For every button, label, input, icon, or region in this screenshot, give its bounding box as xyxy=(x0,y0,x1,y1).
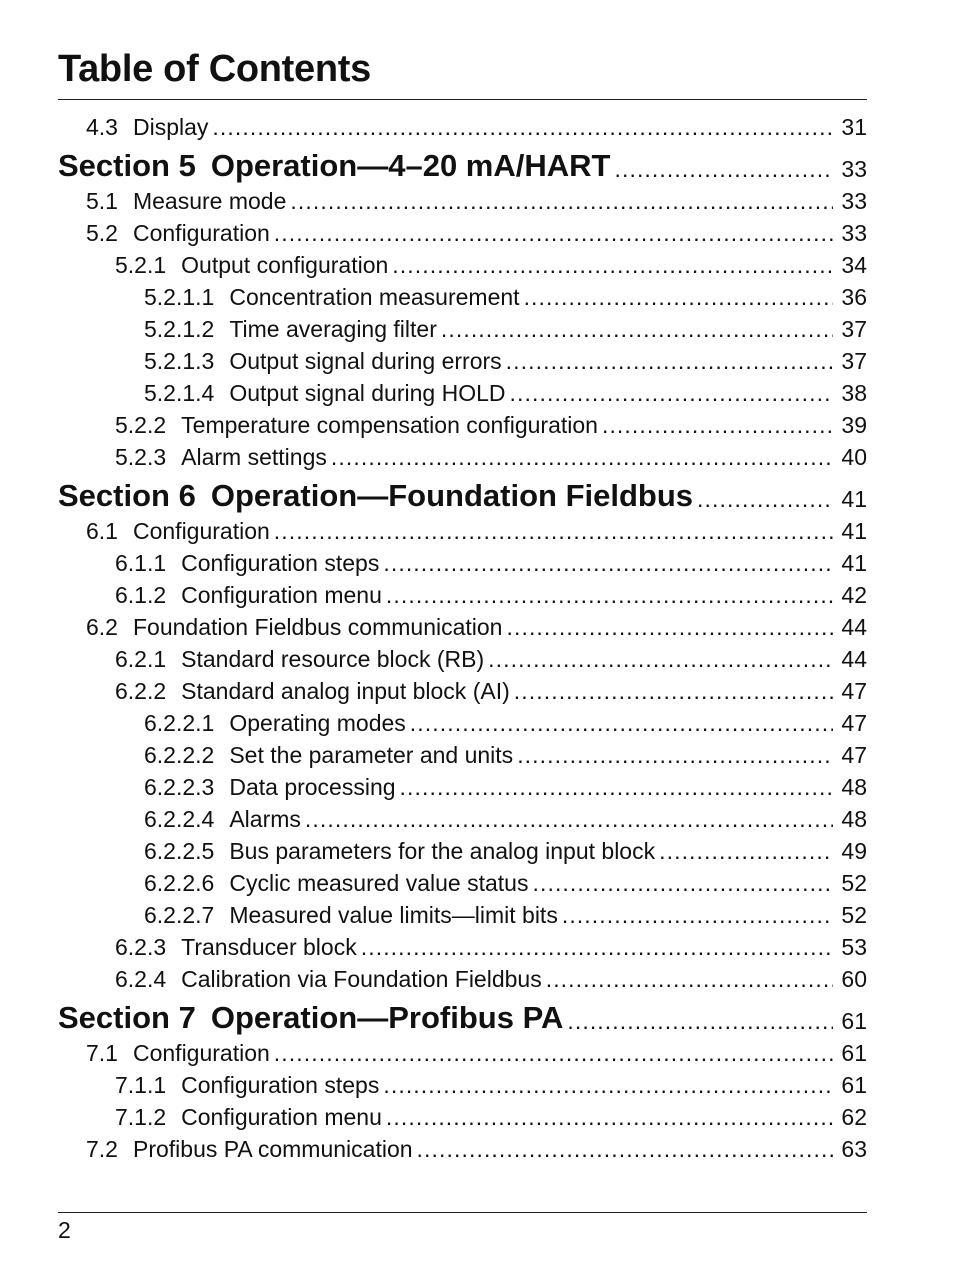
dot-leader xyxy=(546,965,833,993)
toc-entry-title xyxy=(144,379,506,407)
toc-entry-page: 41 xyxy=(841,518,867,544)
toc-entry-number: Section 5 xyxy=(58,148,196,183)
dot-leader xyxy=(274,219,833,247)
dot-leader xyxy=(514,677,833,705)
toc-entry[interactable] xyxy=(58,247,867,279)
toc-entry[interactable] xyxy=(58,545,867,577)
toc-entry-text: Standard analog input block (AI) xyxy=(181,678,510,704)
dot-leader xyxy=(383,549,833,577)
toc-entry-page: 41 xyxy=(841,486,867,512)
toc-entry-page: 44 xyxy=(841,614,867,640)
toc-entry[interactable] xyxy=(58,375,867,407)
toc-entry-number: 7.1.2 xyxy=(115,1104,167,1130)
toc-entry-page: 34 xyxy=(841,252,867,278)
toc-entry-title xyxy=(115,581,382,609)
toc-entry-number: 7.2 xyxy=(86,1136,118,1162)
toc-entry-page: 49 xyxy=(841,838,867,864)
toc-entry-page: 37 xyxy=(841,316,867,342)
toc-entry-number: 6.2.3 xyxy=(115,934,167,960)
toc-entry-title xyxy=(58,479,693,513)
toc-entry-page: 40 xyxy=(841,444,867,470)
toc-entry-title xyxy=(115,677,510,705)
toc-entry[interactable] xyxy=(58,109,867,141)
toc-entry[interactable] xyxy=(58,577,867,609)
toc-entry-title xyxy=(115,645,484,673)
toc-entry-number: 5.2.1.4 xyxy=(144,380,215,406)
toc-entry-text: Output signal during errors xyxy=(229,348,502,374)
toc-entry[interactable] xyxy=(58,1067,867,1099)
toc-entry-number: Section 6 xyxy=(58,478,196,513)
toc-entry-title xyxy=(115,965,542,993)
dot-leader xyxy=(506,613,833,641)
toc-entry-number: 5.2.3 xyxy=(115,444,167,470)
dot-leader xyxy=(614,155,833,183)
toc-entry-text: Alarms xyxy=(229,806,301,832)
toc-entry-title xyxy=(86,187,286,215)
toc-entry-number: 6.2.2 xyxy=(115,678,167,704)
toc-entry-title xyxy=(86,113,208,141)
toc-entry-title xyxy=(58,149,610,183)
toc-entry-title xyxy=(115,411,598,439)
toc-entry-number: 6.2.4 xyxy=(115,966,167,992)
toc-entry-title xyxy=(144,773,396,801)
dot-leader xyxy=(331,443,833,471)
toc-entry[interactable] xyxy=(58,737,867,769)
toc-entry-text: Time averaging filter xyxy=(229,316,437,342)
toc-entry-title xyxy=(86,1135,413,1163)
dot-leader xyxy=(386,581,833,609)
toc-entry-text: Set the parameter and units xyxy=(229,742,514,768)
toc-entry-title xyxy=(144,869,528,897)
toc-entry-page: 47 xyxy=(841,710,867,736)
toc-entry-page: 33 xyxy=(841,156,867,182)
toc-entry-page: 41 xyxy=(841,550,867,576)
toc-entry-page: 39 xyxy=(841,412,867,438)
dot-leader xyxy=(290,187,833,215)
toc-entry-number: 5.1 xyxy=(86,188,118,214)
toc-entry-number: 6.1.2 xyxy=(115,582,167,608)
toc-entry-number: 6.2.1 xyxy=(115,646,167,672)
toc-entry-title xyxy=(86,613,502,641)
toc-entry-number: 5.2.1.1 xyxy=(144,284,215,310)
toc-entry[interactable] xyxy=(58,673,867,705)
toc-entry-number: Section 7 xyxy=(58,1000,196,1035)
toc-entry[interactable] xyxy=(58,439,867,471)
toc-entry-number: 6.2.2.6 xyxy=(144,870,215,896)
toc-entry-title xyxy=(86,517,270,545)
toc-section-heading[interactable] xyxy=(58,993,867,1035)
toc-entry-title xyxy=(144,347,502,375)
dot-leader xyxy=(400,773,833,801)
dot-leader xyxy=(361,933,833,961)
toc-entry-text: Foundation Fieldbus communication xyxy=(132,614,503,640)
toc-entry-text: Alarm settings xyxy=(181,444,327,470)
toc-entry-page: 52 xyxy=(841,902,867,928)
toc-entry-page: 47 xyxy=(841,678,867,704)
toc-entry[interactable] xyxy=(58,961,867,993)
dot-leader xyxy=(517,741,833,769)
toc-entry-number: 6.2.2.4 xyxy=(144,806,215,832)
toc-entry-text: Operating modes xyxy=(229,710,406,736)
toc-entry-text: Configuration xyxy=(132,1040,270,1066)
toc-entry-title xyxy=(86,219,270,247)
dot-leader xyxy=(659,837,833,865)
dot-leader xyxy=(532,869,833,897)
dot-leader xyxy=(697,485,833,513)
toc-entry-title xyxy=(144,741,513,769)
toc-entry[interactable] xyxy=(58,609,867,641)
toc-entry-page: 31 xyxy=(841,114,867,140)
toc-entry-text: Output signal during HOLD xyxy=(229,380,506,406)
toc-entry-text: Bus parameters for the analog input block xyxy=(229,838,656,864)
dot-leader xyxy=(274,517,833,545)
toc-entry[interactable] xyxy=(58,343,867,375)
toc-entry-page: 47 xyxy=(841,742,867,768)
toc-entry-text: Configuration xyxy=(132,220,270,246)
toc-entry[interactable] xyxy=(58,513,867,545)
toc-entry-page: 33 xyxy=(841,220,867,246)
toc-entry[interactable] xyxy=(58,769,867,801)
header-rule xyxy=(58,99,867,100)
dot-leader xyxy=(212,113,833,141)
toc-entry-text: Cyclic measured value status xyxy=(229,870,529,896)
toc-entry-title xyxy=(144,901,558,929)
toc-entry-title xyxy=(115,251,388,279)
dot-leader xyxy=(386,1103,833,1131)
toc-entry-text: Calibration via Foundation Fieldbus xyxy=(181,966,542,992)
toc-entry-number: 7.1.1 xyxy=(115,1072,167,1098)
toc-entry-number: 5.2.1.2 xyxy=(144,316,215,342)
toc-entry-number: 6.2.2.2 xyxy=(144,742,215,768)
toc-entry[interactable] xyxy=(58,279,867,311)
dot-leader xyxy=(392,251,833,279)
toc-entry-text: Measured value limits—limit bits xyxy=(229,902,558,928)
toc-entry-text: Data processing xyxy=(229,774,396,800)
toc-entry[interactable] xyxy=(58,801,867,833)
toc-entry-page: 44 xyxy=(841,646,867,672)
toc-section-heading[interactable] xyxy=(58,141,867,183)
toc-entry-title xyxy=(144,315,437,343)
toc-entry-title xyxy=(144,837,655,865)
toc-entry-text: Configuration steps xyxy=(181,550,380,576)
toc-list xyxy=(58,109,867,1163)
toc-entry-number: 6.2.2.5 xyxy=(144,838,215,864)
toc-entry-text: Configuration steps xyxy=(181,1072,380,1098)
toc-entry[interactable] xyxy=(58,183,867,215)
toc-entry-text: Configuration menu xyxy=(181,582,382,608)
toc-entry-page: 48 xyxy=(841,806,867,832)
toc-entry-title xyxy=(115,1071,379,1099)
toc-entry-title xyxy=(115,443,327,471)
toc-entry-page: 38 xyxy=(841,380,867,406)
toc-entry-page: 33 xyxy=(841,188,867,214)
toc-entry[interactable] xyxy=(58,641,867,673)
toc-entry-number: 6.2.2.7 xyxy=(144,902,215,928)
toc-entry-page: 48 xyxy=(841,774,867,800)
toc-entry-text: Transducer block xyxy=(181,934,357,960)
toc-entry[interactable] xyxy=(58,1099,867,1131)
dot-leader xyxy=(510,379,834,407)
toc-entry-page: 42 xyxy=(841,582,867,608)
page-title: Table of Contents xyxy=(58,48,371,90)
toc-entry-title xyxy=(144,283,520,311)
dot-leader xyxy=(488,645,833,673)
dot-leader xyxy=(602,411,833,439)
dot-leader xyxy=(567,1007,833,1035)
toc-entry-number: 6.2.2.3 xyxy=(144,774,215,800)
toc-entry-page: 61 xyxy=(841,1072,867,1098)
toc-entry-page: 36 xyxy=(841,284,867,310)
toc-entry[interactable] xyxy=(58,897,867,929)
toc-entry-number: 6.1 xyxy=(86,518,118,544)
toc-entry-number: 5.2.2 xyxy=(115,412,167,438)
toc-entry-number: 6.1.1 xyxy=(115,550,167,576)
toc-entry-text: Display xyxy=(132,114,209,140)
toc-entry-title xyxy=(115,1103,382,1131)
toc-entry[interactable] xyxy=(58,1035,867,1067)
toc-entry-text: Operation—Foundation Fieldbus xyxy=(210,478,694,513)
toc-entry[interactable] xyxy=(58,1131,867,1163)
toc-entry-text: Configuration xyxy=(132,518,270,544)
toc-entry-number: 6.2.2.1 xyxy=(144,710,215,736)
toc-entry-page: 60 xyxy=(841,966,867,992)
toc-entry-page: 61 xyxy=(841,1008,867,1034)
toc-entry[interactable] xyxy=(58,407,867,439)
toc-entry-title xyxy=(115,549,379,577)
toc-entry-text: Measure mode xyxy=(132,188,287,214)
toc-entry-text: Standard resource block (RB) xyxy=(181,646,485,672)
toc-entry[interactable] xyxy=(58,705,867,737)
toc-entry-title xyxy=(115,933,357,961)
dot-leader xyxy=(274,1039,833,1067)
dot-leader xyxy=(506,347,833,375)
toc-entry-text: Operation—4–20 mA/HART xyxy=(210,148,611,183)
toc-entry[interactable] xyxy=(58,215,867,247)
toc-entry-page: 62 xyxy=(841,1104,867,1130)
toc-entry-number: 7.1 xyxy=(86,1040,118,1066)
page-number: 2 xyxy=(58,1217,71,1243)
toc-entry-title xyxy=(144,709,406,737)
toc-entry-text: Concentration measurement xyxy=(229,284,520,310)
dot-leader xyxy=(383,1071,833,1099)
toc-entry-number: 4.3 xyxy=(86,114,118,140)
toc-entry-number: 5.2.1 xyxy=(115,252,167,278)
toc-entry-text: Profibus PA communication xyxy=(132,1136,413,1162)
toc-entry-title xyxy=(86,1039,270,1067)
toc-entry[interactable] xyxy=(58,929,867,961)
toc-entry-text: Configuration menu xyxy=(181,1104,382,1130)
toc-section-heading[interactable] xyxy=(58,471,867,513)
dot-leader xyxy=(417,1135,833,1163)
dot-leader xyxy=(441,315,833,343)
toc-entry[interactable] xyxy=(58,311,867,343)
dot-leader xyxy=(410,709,833,737)
toc-entry-number: 6.2 xyxy=(86,614,118,640)
toc-entry-title xyxy=(144,805,301,833)
dot-leader xyxy=(562,901,833,929)
toc-entry-number: 5.2.1.3 xyxy=(144,348,215,374)
toc-entry-text: Output configuration xyxy=(181,252,389,278)
footer-rule xyxy=(58,1212,867,1213)
toc-entry-page: 53 xyxy=(841,934,867,960)
toc-entry-title xyxy=(58,1001,563,1035)
dot-leader xyxy=(305,805,833,833)
toc-entry[interactable] xyxy=(58,865,867,897)
toc-entry-page: 63 xyxy=(841,1136,867,1162)
toc-entry-text: Temperature compensation configuration xyxy=(181,412,598,438)
toc-entry-page: 37 xyxy=(841,348,867,374)
toc-entry[interactable] xyxy=(58,833,867,865)
toc-entry-text: Operation—Profibus PA xyxy=(210,1000,564,1035)
toc-entry-page: 52 xyxy=(841,870,867,896)
dot-leader xyxy=(524,283,833,311)
toc-entry-page: 61 xyxy=(841,1040,867,1066)
toc-entry-number: 5.2 xyxy=(86,220,118,246)
